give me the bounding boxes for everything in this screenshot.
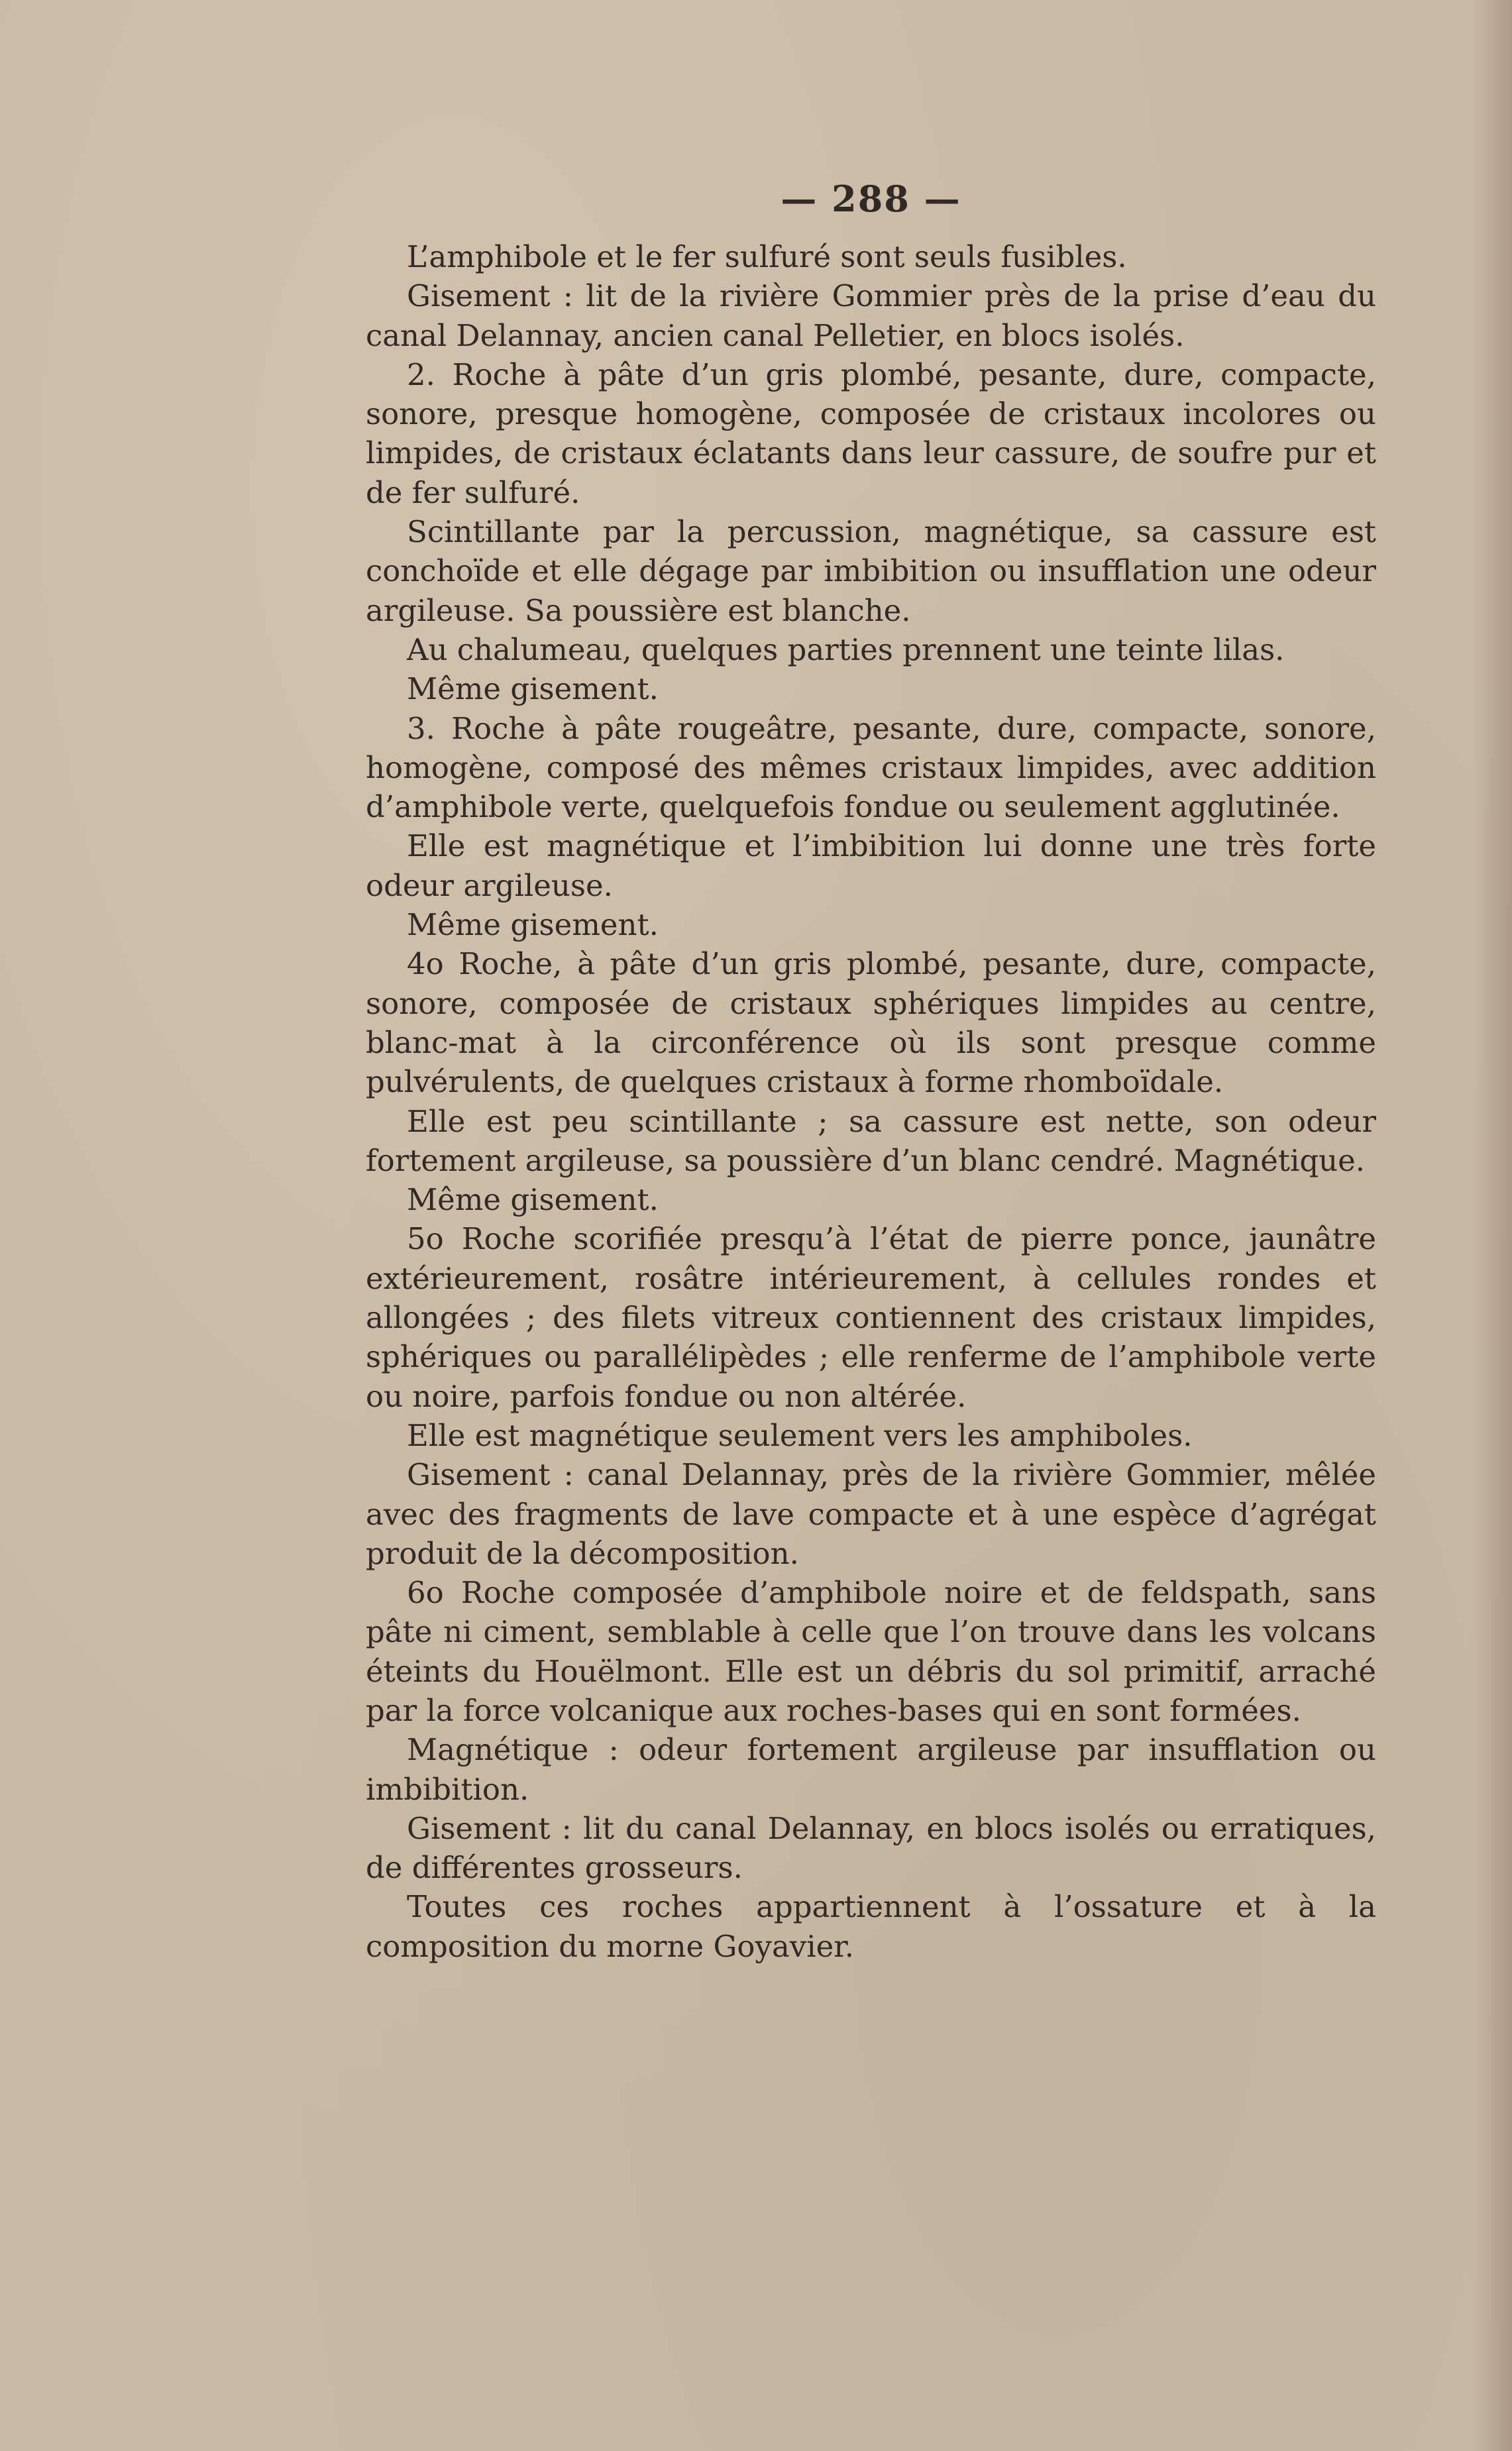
book-page <box>366 179 1376 1966</box>
paragraph-magnetique-3: Elle est magnétique et l’imbibition lui donne une très forte odeur argileuse. <box>366 828 1376 903</box>
paragraph-conclusion: Toutes ces roches appartiennent à l’ossature et à la composition du morne Goyavier. <box>366 1889 1376 1964</box>
paragraph-roche-3: 3. Roche à pâte rougeâtre, pesante, dure, compacte, sonore, homogène, composé des mêmes cristaux limpides, avec addition d’amphibole verte, quelquefois fondue ou seulement agglutinée. <box>366 710 1376 825</box>
paragraph-roche-4: 4o Roche, à pâte d’un gris plombé, pesante, dure, compacte, sonore, composée de cristaux sphériques limpides au centre, blanc-mat à la circonférence où ils sont presque comme pulvérulents, de quelques cristaux à forme rhomboïdale. <box>366 946 1376 1100</box>
paragraph-scintillante-4: Elle est peu scintillante ; sa cassure est nette, son odeur fortement argileuse, sa poussière d’un blanc cendré. Magnétique. <box>366 1103 1376 1178</box>
paragraph-magnetique-5: Elle est magnétique seulement vers les amphiboles. <box>407 1417 1193 1453</box>
paragraph-chalumeau: Au chalumeau, quelques parties prennent une teinte lilas. <box>407 631 1285 667</box>
paragraph-roche-2: 2. Roche à pâte d’un gris plombé, pesante, dure, compacte, sonore, presque homogène, composée de cristaux incolores ou limpides, de cristaux éclatants dans leur cassure, de soufre pur et de fer sulfuré. <box>366 356 1376 510</box>
paragraph-scintillante: Scintillante par la percussion, magnétique, sa cassure est conchoïde et elle dégage par imbibition ou insufflation une odeur argileuse. Sa poussière est blanche. <box>366 514 1376 628</box>
paragraph-gisement-6: Gisement : lit du canal Delannay, en blocs isolés ou erratiques, de différentes grosseurs. <box>366 1810 1376 1886</box>
paragraph-meme-gisement-3: Même gisement. <box>407 1182 659 1218</box>
paragraph-gisement-5: Gisement : canal Delannay, près de la rivière Gommier, mêlée avec des fragments de lave compacte et à une espèce d’agrégat produit de la décomposition. <box>366 1457 1376 1571</box>
paragraph-meme-gisement-2: Même gisement. <box>407 907 659 943</box>
page-edge-shadow <box>1472 0 1512 2451</box>
paragraph-roche-6: 6o Roche composée d’amphibole noire et de feldspath, sans pâte ni ciment, semblable à celle que l’on trouve dans les volcans éteints du Houëlmont. Elle est un débris du sol primitif, arraché par la force volcanique aux roches-bases qui en sont formées. <box>366 1575 1376 1728</box>
paragraph-fusibles: L’amphibole et le fer sulfuré sont seuls fusibles. <box>407 239 1127 274</box>
paragraph-roche-5: 5o Roche scorifiée presqu’à l’état de pierre ponce, jaunâtre extérieurement, rosâtre intérieurement, à cellules rondes et allongées ; des filets vitreux contiennent des cristaux limpides, sphériques ou parallélipèdes ; elle renferme de l’amphibole verte ou noire, parfois fondue ou non altérée. <box>366 1221 1376 1414</box>
paragraph-gisement-1: Gisement : lit de la rivière Gommier près de la prise d’eau du canal Delannay, ancien canal Pelletier, en blocs isolés. <box>366 278 1376 353</box>
page-number: — 288 — <box>781 178 961 220</box>
paragraph-meme-gisement-1: Même gisement. <box>407 671 659 707</box>
paragraph-magnetique-6: Magnétique : odeur fortement argileuse par insufflation ou imbibition. <box>366 1732 1376 1807</box>
